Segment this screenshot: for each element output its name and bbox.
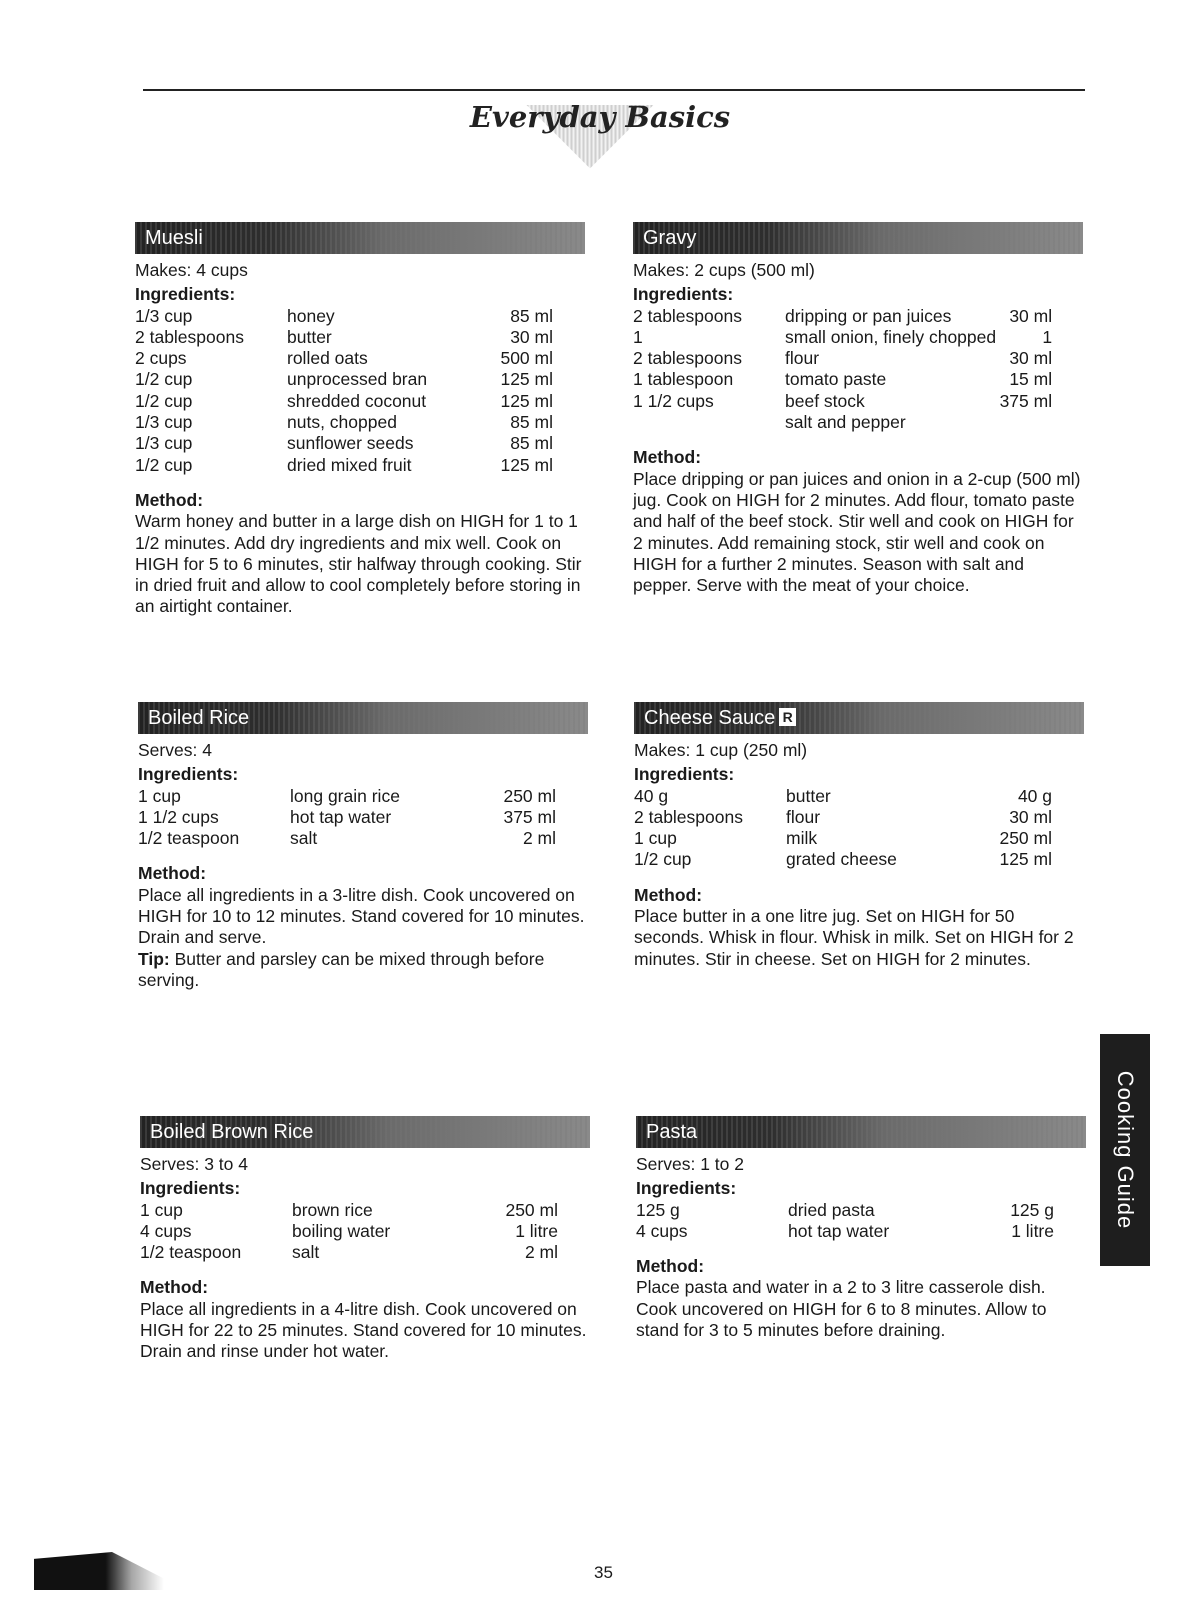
ingredient-metric: 30 ml [1009, 806, 1052, 827]
ingredient-item: tomato paste [785, 369, 887, 390]
ingredient-qty: 2 tablespoons [135, 326, 244, 347]
ingredient-metric: 250 ml [505, 1199, 558, 1220]
ingredient-row [636, 1221, 1054, 1242]
ingredient-metric: 125 g [1010, 1199, 1054, 1220]
ingredient-item: boiling water [292, 1220, 391, 1241]
ingredient-item: dried pasta [788, 1199, 875, 1220]
ingredient-item: rolled oats [287, 348, 368, 369]
ingredients-label: Ingredients: [634, 764, 735, 785]
ingredient-row [135, 327, 553, 348]
ingredient-qty: 125 g [636, 1199, 680, 1220]
ingredient-qty: 1/2 cup [135, 369, 193, 390]
method-label: Method: [138, 863, 207, 884]
ingredients-table [140, 1200, 558, 1264]
ingredient-row [633, 391, 1052, 412]
ingredient-metric: 250 ml [503, 785, 556, 806]
ingredient-qty: 1 tablespoon [633, 369, 734, 390]
ingredient-metric: 1 [1042, 326, 1053, 347]
method-text: Place dripping or pan juices and onion in a 2-cup (500 ml) jug. Cook on HIGH for 2 minutes. Add flour, tomato paste and half of the beef stock. Stir well and cook on HIGH for 2 minutes. Add remaining stock, stir well and cook on HIGH for a further 2 minutes. Season with salt and pepper. Serve with the meat of your choice. [633, 468, 1081, 596]
recipe-title: Pasta [646, 1121, 698, 1143]
ingredient-qty: 40 g [634, 785, 669, 806]
ingredient-row [138, 786, 556, 807]
ingredient-item: long grain rice [290, 785, 400, 806]
method-text: Place butter in a one litre jug. Set on HIGH for 50 seconds. Whisk in flour. Whisk in milk. Set on HIGH for 2 minutes. Stir in cheese. Set on HIGH for 2 minutes. [634, 906, 1074, 969]
recipe-title-bar [633, 222, 1083, 254]
method-text: Warm honey and butter in a large dish on HIGH for 1 to 1 1/2 minutes. Add dry ingredients and mix well. Cook on HIGH for 5 to 6 minutes, stir halfway through cooking. Stir in dried fruit and allow to cool completely before storing in an airtight container. [135, 511, 582, 617]
ingredients-label: Ingredients: [138, 764, 239, 785]
ingredient-item: dried mixed fruit [287, 454, 412, 475]
ingredient-row [633, 348, 1052, 369]
ingredient-row [140, 1242, 558, 1263]
ingredient-qty: 1 1/2 cups [633, 390, 714, 411]
ingredient-qty: 1 cup [140, 1199, 183, 1220]
recipe-pasta [636, 1116, 1086, 1341]
ingredient-item: hot tap water [290, 806, 392, 827]
ingredient-metric: 375 ml [503, 806, 556, 827]
ingredient-metric: 250 ml [999, 828, 1052, 849]
ingredients-label: Ingredients: [633, 284, 734, 305]
recipe-title-bar [138, 702, 588, 734]
ingredients-table [633, 306, 1052, 434]
ingredient-metric: 125 ml [500, 390, 553, 411]
recipe-title: Cheese Sauce [644, 707, 776, 729]
ingredient-qty: 1 cup [634, 828, 677, 849]
method-text [138, 885, 588, 991]
ingredient-item: flour [785, 348, 820, 369]
ingredient-metric: 125 ml [999, 849, 1052, 870]
method-text: Place all ingredients in a 4-litre dish. Cook uncovered on HIGH for 22 to 25 minutes. Stand covered for 10 minutes. Drain and rinse under hot water. [140, 1298, 587, 1362]
ingredient-metric: 85 ml [510, 412, 553, 433]
recipe-boiled-rice [138, 702, 588, 991]
ingredient-metric: 375 ml [999, 390, 1053, 411]
method-text: Place pasta and water in a 2 to 3 litre casserole dish. Cook uncovered on HIGH for 6 to 8 minutes. Allow to stand for 3 to 5 minutes before draining. [636, 1277, 1047, 1341]
ingredient-qty: 2 tablespoons [633, 305, 742, 326]
method-label: Method: [634, 884, 703, 905]
ingredient-item: unprocessed bran [287, 369, 428, 390]
ingredient-qty: 1 cup [138, 785, 181, 806]
ingredient-item: honey [287, 305, 335, 326]
recipe-title-bar [140, 1116, 590, 1148]
ingredient-metric: 125 ml [500, 369, 553, 390]
ingredient-row [135, 455, 553, 476]
recipe-title: Boiled Rice [148, 707, 250, 729]
ingredient-row [636, 1200, 1054, 1221]
ingredient-item: nuts, chopped [287, 412, 397, 433]
ingredient-row [138, 828, 556, 849]
method-label: Method: [140, 1277, 209, 1298]
ingredient-row [634, 828, 1052, 849]
ingredient-metric: 1 litre [515, 1220, 558, 1241]
recipe-boiled-brown-rice [140, 1116, 590, 1363]
ingredient-item: dripping or pan juices [785, 305, 952, 326]
ingredient-item: sunflower seeds [287, 433, 414, 454]
ingredient-row [634, 849, 1052, 870]
scan-corner-mark [34, 1552, 164, 1590]
ingredient-qty: 1/2 cup [135, 390, 193, 411]
ingredient-qty: 4 cups [140, 1220, 192, 1241]
ingredient-row [138, 807, 556, 828]
ingredient-row [135, 369, 553, 390]
method-label: Method: [636, 1256, 705, 1277]
ingredients-label: Ingredients: [140, 1178, 241, 1199]
ingredient-item: butter [786, 785, 831, 806]
ingredient-row [634, 786, 1052, 807]
recipe-title-bar [135, 222, 585, 254]
ingredients-table [636, 1200, 1054, 1243]
ingredient-qty: 1/2 teaspoon [138, 828, 240, 849]
ingredient-item: grated cheese [786, 849, 897, 870]
method-body: Place all ingredients in a 3-litre dish. Cook uncovered on HIGH for 10 to 12 minutes. Stand covered for 10 minutes. Drain and serve. [138, 884, 585, 948]
ingredients-table [138, 786, 556, 850]
ingredient-row [634, 807, 1052, 828]
ingredient-metric: 15 ml [1009, 369, 1053, 390]
ingredient-metric: 85 ml [510, 305, 553, 326]
ingredient-qty: 1/3 cup [135, 412, 193, 433]
ingredient-metric: 30 ml [510, 326, 553, 347]
recipe-yield: Serves: 1 to 2 [636, 1154, 744, 1174]
ingredient-metric: 30 ml [1009, 348, 1053, 369]
ingredient-item: flour [786, 806, 821, 827]
ingredient-item: shredded coconut [287, 390, 427, 411]
ingredient-row [140, 1221, 558, 1242]
ingredient-qty: 1/3 cup [135, 433, 193, 454]
ingredient-metric: 40 g [1017, 785, 1052, 806]
reheat-badge-icon: R [779, 708, 796, 726]
ingredients-table [135, 306, 553, 476]
ingredient-qty: 2 tablespoons [634, 806, 743, 827]
ingredient-row [633, 369, 1052, 390]
ingredient-qty: 1/2 cup [634, 849, 692, 870]
recipe-gravy [633, 222, 1083, 596]
ingredient-metric: 2 ml [524, 1242, 558, 1263]
ingredient-item: salt and pepper [785, 412, 906, 433]
ingredient-qty: 4 cups [636, 1220, 688, 1241]
ingredient-qty: 1/2 cup [135, 454, 193, 475]
ingredient-qty: 1/2 teaspoon [140, 1242, 242, 1263]
ingredient-row [135, 391, 553, 412]
tip-text: Butter and parsley can be mixed through before serving. [138, 948, 545, 990]
ingredient-metric: 85 ml [510, 433, 553, 454]
recipe-title: Muesli [145, 227, 203, 249]
ingredient-qty: 1 [633, 326, 643, 347]
recipe-yield: Makes: 2 cups (500 ml) [633, 260, 815, 280]
ingredient-item: salt [292, 1242, 320, 1263]
ingredient-row [633, 327, 1052, 348]
recipe-yield: Serves: 3 to 4 [140, 1154, 248, 1174]
ingredient-qty: 1 1/2 cups [138, 806, 219, 827]
ingredient-item: beef stock [785, 390, 865, 411]
ingredient-qty [633, 412, 785, 433]
ingredient-row [633, 412, 1052, 433]
recipe-muesli [135, 222, 585, 618]
ingredient-row [135, 306, 553, 327]
ingredient-metric: 30 ml [1009, 305, 1053, 326]
recipe-title-bar [636, 1116, 1086, 1148]
recipe-title: Boiled Brown Rice [150, 1121, 314, 1143]
ingredient-row [135, 433, 553, 454]
page-number: 35 [594, 1563, 613, 1582]
side-tab-label: Cooking Guide [1113, 1070, 1138, 1230]
ingredient-item: butter [287, 326, 332, 347]
section-side-tab [1100, 1034, 1150, 1266]
ingredient-row [135, 348, 553, 369]
ingredient-row [135, 412, 553, 433]
ingredient-row [633, 306, 1052, 327]
ingredient-item: milk [786, 828, 818, 849]
ingredient-qty: 2 cups [135, 348, 187, 369]
recipe-title: Gravy [643, 227, 697, 249]
ingredient-qty: 2 tablespoons [633, 348, 742, 369]
recipe-title-bar [634, 702, 1084, 734]
ingredients-label: Ingredients: [636, 1178, 737, 1199]
recipe-cheese-sauce [634, 702, 1084, 970]
recipe-yield: Makes: 1 cup (250 ml) [634, 740, 808, 760]
recipe-yield: Makes: 4 cups [135, 260, 248, 280]
ingredient-item: small onion, finely chopped [785, 326, 997, 347]
ingredients-table [634, 786, 1052, 871]
method-label: Method: [633, 447, 702, 468]
ingredient-row [140, 1200, 558, 1221]
ingredient-item: brown rice [292, 1199, 373, 1220]
ingredient-metric [996, 412, 1052, 433]
ingredient-item: hot tap water [788, 1220, 890, 1241]
ingredient-qty: 1/3 cup [135, 305, 193, 326]
header-rule [143, 89, 1085, 91]
recipe-yield: Serves: 4 [138, 740, 212, 760]
method-label: Method: [135, 489, 204, 510]
ingredient-metric: 500 ml [500, 348, 553, 369]
ingredients-label: Ingredients: [135, 284, 236, 305]
ingredient-metric: 2 ml [522, 828, 556, 849]
tip-label: Tip: [138, 948, 170, 969]
page-title: Everyday Basics [469, 100, 731, 134]
ingredient-metric: 125 ml [500, 454, 553, 475]
ingredient-item: salt [290, 828, 318, 849]
ingredient-metric: 1 litre [1011, 1220, 1054, 1241]
